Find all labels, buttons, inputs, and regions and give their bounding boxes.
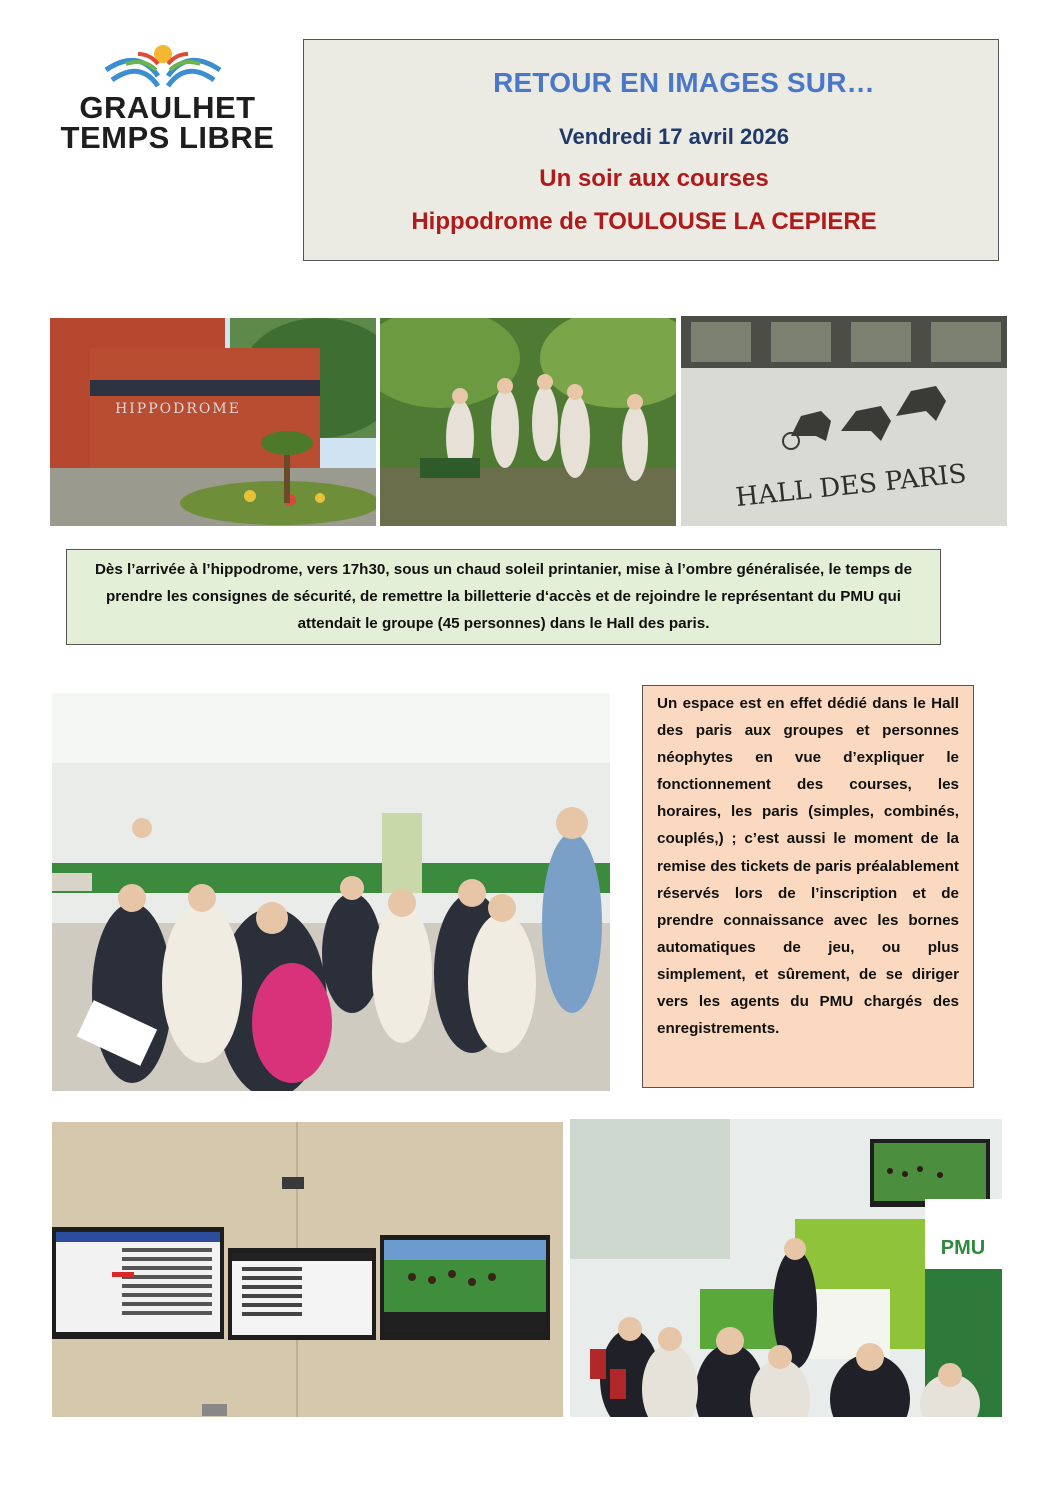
photo-betting-screens: [52, 1122, 563, 1417]
pmu-banner-text: PMU: [940, 1237, 986, 1259]
event-venue: Hippodrome de TOULOUSE LA CEPIERE: [411, 208, 877, 235]
photo-hippodrome-entrance: [50, 318, 376, 526]
photo-group-in-hall: [52, 693, 610, 1091]
header-box: [303, 39, 999, 261]
page-title: RETOUR EN IMAGES SUR…: [493, 67, 875, 98]
side-paragraph: Un espace est en effet dédié dans le Hall des paris aux groupes et personnes néophytes en vue d’expliquer le fonctionnement des courses, les horaires, les paris (simples, combinés, couplés,) ; c’est aussi le moment de la remise des tickets de paris préalablement réservés lors de l’inscription et de prendre connaissance avec les bornes automatiques de jeu, ou plus simplement, et sûrement, de se diriger vers les agents du PMU chargés des enregistrements.: [657, 695, 959, 1038]
hall-sign-text: HALL DES PARIS: [734, 458, 968, 514]
intro-text-box: [66, 549, 941, 645]
event-name: Un soir aux courses: [539, 165, 769, 192]
photo-pmu-presentation: [570, 1119, 1002, 1417]
side-text-box: [642, 685, 974, 1088]
logo-text-line-1: GRAULHET: [79, 90, 256, 125]
intro-paragraph: Dès l’arrivée à l’hippodrome, vers 17h30, sous un chaud soleil printanier, mise à l’ombre généralisée, le temps de prendre les consignes de sécurité, de remettre la billetterie d‘accès et de rejoindre le représentant du PMU qui attendait le groupe (45 personnes) dans le Hall des paris.: [94, 561, 913, 632]
logo-text-line-2: TEMPS LIBRE: [60, 120, 275, 155]
event-date: Vendredi 17 avril 2026: [559, 124, 789, 149]
logo-graulhet-temps-libre: [50, 40, 285, 160]
photo-group-walking: [380, 318, 676, 526]
photo-hall-des-paris-sign: [681, 316, 1007, 526]
hippodrome-sign-text: HIPPODROME: [115, 401, 241, 417]
